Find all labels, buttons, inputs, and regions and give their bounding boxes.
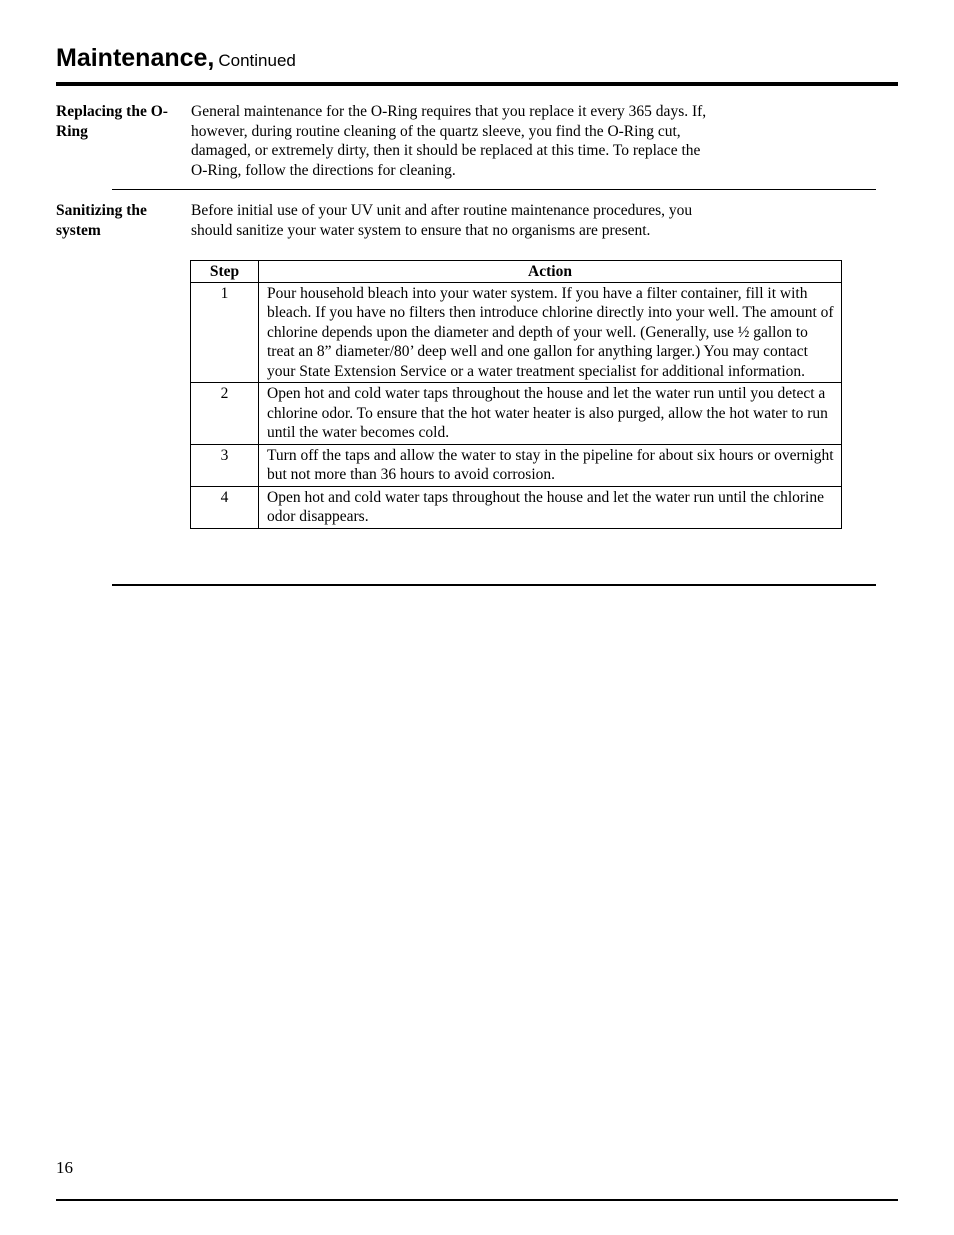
page-subtitle: Continued xyxy=(218,51,296,70)
step-action: Turn off the taps and allow the water to stay in the pipeline for about six hours or overnight but not more than 36 hours to avoid corrosion. xyxy=(259,444,842,486)
sanitizing-steps-table xyxy=(190,260,842,529)
step-action: Open hot and cold water taps throughout the house and let the water run until you detect a chlorine odor. To ensure that the hot water heater is also purged, allow the hot water to run until the water becomes cold. xyxy=(259,383,842,445)
step-action: Pour household bleach into your water system. If you have a filter container, fill it with bleach. If you have no filters then introduce chlorine directly into your well. The amount of chlorine depends upon the diameter and depth of your well. (Generally, use ½ gallon to treat an 8” diameter/80’ deep well and one gallon for anything larger.) You may contact your State Extension Service or a water treatment specialist for additional information. xyxy=(259,282,842,383)
table-row xyxy=(191,444,842,486)
body-line: should sanitize your water system to ensure that no organisms are present. xyxy=(191,221,651,239)
section-divider xyxy=(112,189,876,190)
footer-rule xyxy=(56,1199,898,1201)
table-row xyxy=(191,486,842,528)
body-line: damaged, or extremely dirty, then it should be replaced at this time. To replace the xyxy=(191,142,701,159)
section-body-sanitizing xyxy=(191,201,791,240)
step-number: 3 xyxy=(191,444,259,486)
page-number: 16 xyxy=(56,1158,73,1177)
page-header xyxy=(56,44,296,73)
header-rule xyxy=(56,82,898,86)
section-label-sanitizing: Sanitizing the system xyxy=(56,202,147,239)
step-number: 1 xyxy=(191,282,259,383)
step-action: Open hot and cold water taps throughout the house and let the water run until the chlorine odor disappears. xyxy=(259,486,842,528)
section-end-rule xyxy=(112,584,876,586)
body-line: Before initial use of your UV unit and after routine maintenance procedures, you xyxy=(191,202,693,219)
body-line: O-Ring, follow the directions for cleaning. xyxy=(191,161,456,179)
body-line: however, during routine cleaning of the quartz sleeve, you find the O-Ring cut, xyxy=(191,122,681,140)
table-row xyxy=(191,383,842,445)
body-line: General maintenance for the O-Ring requires that you replace it every 365 days. If, xyxy=(191,103,707,120)
column-header-action: Action xyxy=(259,261,842,283)
table-header-row xyxy=(191,261,842,283)
step-number: 4 xyxy=(191,486,259,528)
section-label-replacing-o-ring: Replacing the O-Ring xyxy=(56,103,168,140)
table-row xyxy=(191,282,842,383)
section-body-replacing-o-ring xyxy=(191,102,791,180)
page-title: Maintenance, xyxy=(56,44,215,72)
column-header-step: Step xyxy=(191,261,259,283)
step-number: 2 xyxy=(191,383,259,445)
